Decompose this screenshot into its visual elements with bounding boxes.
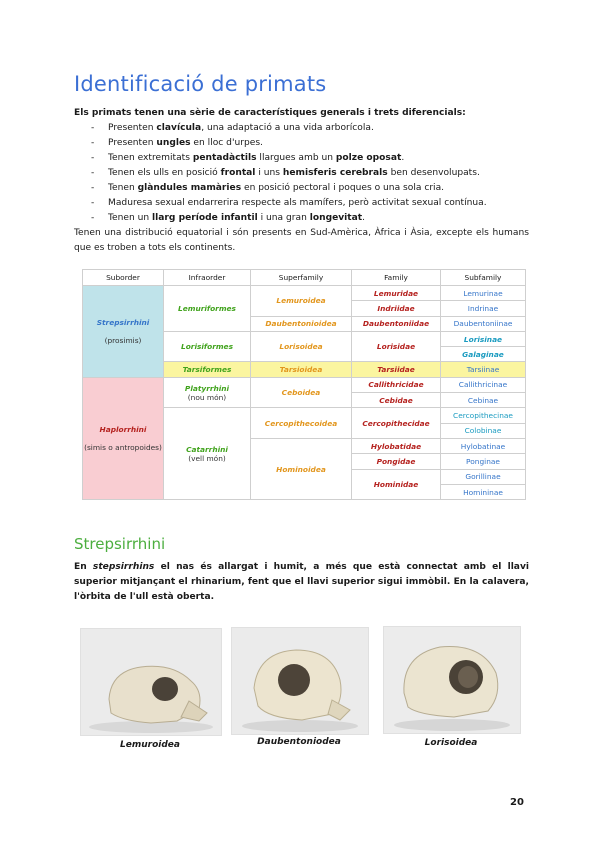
subfamily-callithricinae: Callithricinae [441,377,526,392]
col-header-family: Family [352,270,441,286]
family-lemuridae: Lemuridae [352,286,441,301]
subfamily-hylobatinae: Hylobatinae [441,438,526,453]
trait-item: - Tenen extremitats pentadàctils llargues amb un polze oposat. [74,151,529,166]
infraorder-platyrrhini: Platyrrhini (nou món) [164,377,251,408]
table-row [83,286,526,301]
subfamily-cebinae: Cebinae [441,393,526,408]
trait-item: - Presenten ungles en lloc d'urpes. [74,136,529,151]
section-heading-strepsirrhini: Strepsirrhini [74,535,166,553]
skull-lemuroidea-image [81,629,221,735]
superfamily-hominoidea: Hominoidea [251,438,352,499]
skull-photo-lorisoidea [383,626,521,734]
subfamily-gorillinae: Gorillinae [441,469,526,484]
page-number: 20 [510,797,524,808]
subfamily-lemurinae: Lemurinae [441,286,526,301]
intro-section [74,106,529,256]
skull-lorisoidea-image [384,627,520,733]
family-hylobatidae: Hylobatidae [352,438,441,453]
strepsirrhini-paragraph: En stepsirrhins el nas és allargat i humit, a més que està connectat amb el llavi superior mitjançant el rhinarium, fent que el llavi superior sigui immòbil. En la calavera, l'òrbita de l'ull està oberta. [74,562,529,602]
page-title: Identificació de primats [74,72,327,96]
family-tarsiidae: Tarsiidae [352,362,441,377]
subfamily-lorisinae: Lorisinae [441,331,526,346]
superfamily-cercopithecoidea: Cercopithecoidea [251,408,352,439]
table-row [83,377,526,392]
subfamily-cercopithecinae: Cercopithecinae [441,408,526,423]
suborder-strepsirrhini: Strepsirrhini (prosimis) [83,286,164,378]
caption-lorisoidea: Lorisoidea [424,738,478,748]
skull-photo-lemuroidea [80,628,222,736]
family-hominidae: Hominidae [352,469,441,500]
subfamily-indrinae: Indrinae [441,301,526,316]
trait-item: - Tenen un llarg període infantil i una gran longevitat. [74,211,529,226]
superfamily-daubentonioidea: Daubentonioidea [251,316,352,331]
table-header-row [83,270,526,286]
distribution-paragraph: Tenen una distribució equatorial i són presents en Sud-Amèrica, Àfrica i Àsia, excepte els humans que es troben a tots els continents. [74,228,529,253]
col-header-superfamily: Superfamily [251,270,352,286]
subfamily-daubentoniinae: Daubentoniinae [441,316,526,331]
col-header-subfamily: Subfamily [441,270,526,286]
family-cercopithecidae: Cercopithecidae [352,408,441,439]
superfamily-lorisoidea: Lorisoidea [251,331,352,362]
infraorder-tarsiformes: Tarsiformes [164,362,251,377]
family-indriidae: Indriidae [352,301,441,316]
trait-item: - Presenten clavícula, una adaptació a una vida arborícola. [74,121,529,136]
intro-lead: Els primats tenen una sèrie de característiques generals i trets diferencials: [74,108,466,118]
subfamily-tarsiinae: Tarsiinae [441,362,526,377]
trait-item: - Tenen els ulls en posició frontal i uns hemisferis cerebrals ben desenvolupats. [74,166,529,181]
subfamily-homininae: Homininae [441,484,526,499]
subfamily-ponginae: Ponginae [441,454,526,469]
taxonomy-table [82,269,526,500]
suborder-haplorrhini: Haplorrhini (simis o antropoides) [83,377,164,499]
family-cebidae: Cebidae [352,393,441,408]
superfamily-lemuroidea: Lemuroidea [251,286,352,317]
traits-list [74,121,529,226]
skull-daubentonioidea-image [232,628,368,734]
infraorder-lemuriformes: Lemuriformes [164,286,251,332]
infraorder-lorisiformes: Lorisiformes [164,331,251,362]
caption-daubentoniodea: Daubentoniodea [257,737,341,747]
trait-item: - Maduresa sexual endarrerira respecte als mamífers, però activitat sexual contínua. [74,196,529,211]
col-header-infraorder: Infraorder [164,270,251,286]
superfamily-tarsioidea: Tarsioidea [251,362,352,377]
caption-lemuroidea: Lemuroidea [120,740,180,750]
family-callithricidae: Callithricidae [352,377,441,392]
trait-item: - Tenen glàndules mamàries en posició pectoral i poques o una sola cria. [74,181,529,196]
infraorder-catarrhini: Catarrhini (vell món) [164,408,251,500]
col-header-suborder: Suborder [83,270,164,286]
subfamily-galaginae: Galaginae [441,347,526,362]
subfamily-colobinae: Colobinae [441,423,526,438]
superfamily-ceboidea: Ceboidea [251,377,352,408]
family-daubentoniidae: Daubentoniidae [352,316,441,331]
family-lorisidae: Lorisidae [352,331,441,362]
family-pongidae: Pongidae [352,454,441,469]
skull-photo-daubentonioidea [231,627,369,735]
